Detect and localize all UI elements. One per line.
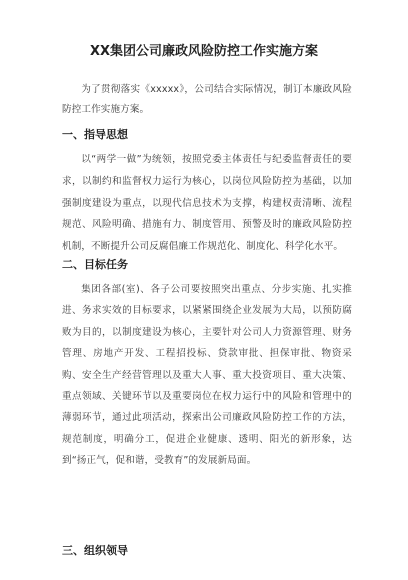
intro-paragraph: 为了贯彻落实《xxxxx》，公司结合实际情况，制订本廉政风险防控工作实施方案。: [62, 84, 352, 115]
section-heading-guiding-ideology: 一、指导思想: [62, 128, 128, 141]
section-heading-goals-tasks: 二、目标任务: [62, 258, 128, 271]
section-body-guiding-ideology: 以“两学一做”为统领，按照党委主体责任与纪委监督责任的要求，以制约和监督权力运行为核心，以岗位风险防控为基础，以加强制度建设为重点，以现代信息技术为支撑，构建权责清晰、流程规范、风险明确、措施有力、制度管用、预警及时的廉政风险防控机制，不断提升公司反腐倡廉工作规范化、制度化、科学化水平。: [62, 154, 352, 253]
document-title: XX集团公司廉政风险防控工作实施方案: [89, 44, 319, 59]
section-body-goals-tasks: 集团各部(室)、各子公司要按照突出重点、分步实施、扎实推进、务求实效的目标要求，以紧紧围绕企业发展为大局，以预防腐败为目的，以制度建设为核心，主要针对公司人力资源管理、财务管理、房地产开发、工程招投标、贷款审批、担保审批、物资采购、安全生产经营管理以及重大人事、重大投资项目、重大决策、重点领域、关键环节以及重要岗位在权力运行中的风险和管理中的薄弱环节，通过此项活动，探索出公司廉政风险防控工作的方法，规范制度，明确分工，促进企业健康、透明、阳光的新形象，达到“扬正气，促和谐，受教育”的发展新局面。: [62, 284, 352, 467]
section-heading-organization: 三、组织领导: [62, 544, 128, 557]
